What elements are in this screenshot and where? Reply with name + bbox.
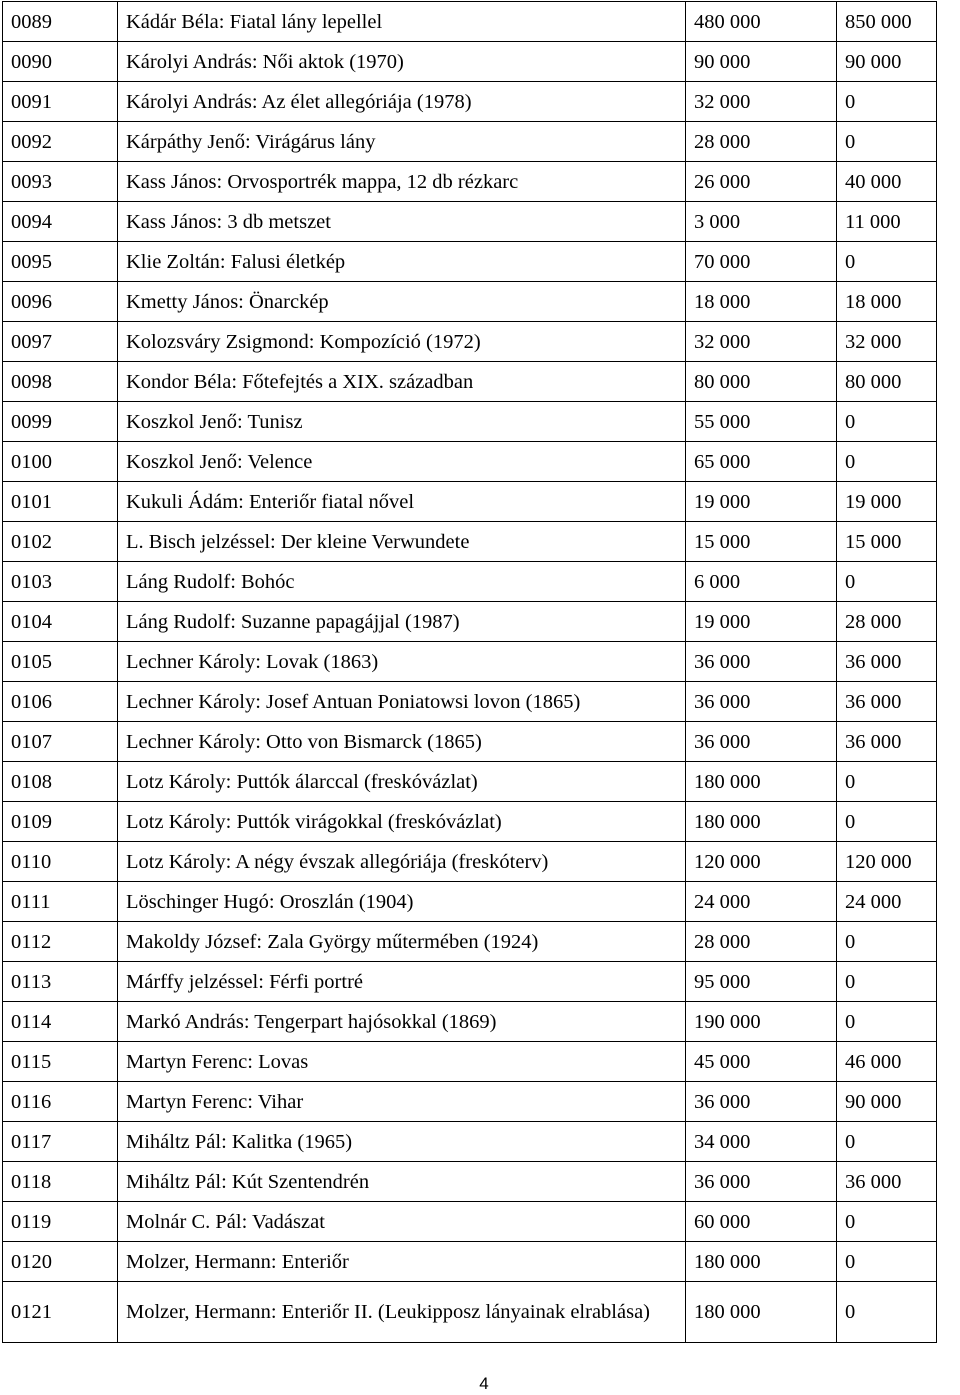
item-title: Lechner Károly: Otto von Bismarck (1865) [118, 722, 686, 762]
table-row [3, 242, 937, 282]
item-id: 0116 [3, 1082, 118, 1122]
item-value-b: 40 000 [837, 162, 937, 202]
item-id: 0092 [3, 122, 118, 162]
item-value-a: 3 000 [686, 202, 837, 242]
item-title: Kondor Béla: Főtefejtés a XIX. században [118, 362, 686, 402]
table-row [3, 322, 937, 362]
table-row [3, 122, 937, 162]
item-id: 0102 [3, 522, 118, 562]
table-row [3, 202, 937, 242]
item-id: 0104 [3, 602, 118, 642]
item-value-b: 90 000 [837, 42, 937, 82]
item-value-b: 18 000 [837, 282, 937, 322]
item-value-b: 0 [837, 82, 937, 122]
item-id: 0107 [3, 722, 118, 762]
table-row [3, 842, 937, 882]
item-value-b: 850 000 [837, 2, 937, 42]
item-value-a: 55 000 [686, 402, 837, 442]
item-title: Lechner Károly: Lovak (1863) [118, 642, 686, 682]
item-title: Molzer, Hermann: Enteriőr II. (Leukipposz lányainak elrablása) [118, 1282, 686, 1343]
table-row [3, 1282, 937, 1343]
table-row [3, 482, 937, 522]
item-title: Molnár C. Pál: Vadászat [118, 1202, 686, 1242]
table-row [3, 162, 937, 202]
table-row [3, 1002, 937, 1042]
item-id: 0112 [3, 922, 118, 962]
item-title: Markó András: Tengerpart hajósokkal (1869) [118, 1002, 686, 1042]
item-title: Kass János: 3 db metszet [118, 202, 686, 242]
item-title: Lechner Károly: Josef Antuan Poniatowsi lovon (1865) [118, 682, 686, 722]
table-row [3, 922, 937, 962]
item-value-a: 18 000 [686, 282, 837, 322]
item-title: Károlyi András: Az élet allegóriája (1978) [118, 82, 686, 122]
item-value-b: 15 000 [837, 522, 937, 562]
table-row [3, 282, 937, 322]
table-row [3, 1162, 937, 1202]
item-id: 0105 [3, 642, 118, 682]
item-title: Makoldy József: Zala György műtermében (1924) [118, 922, 686, 962]
item-value-a: 180 000 [686, 762, 837, 802]
item-value-a: 24 000 [686, 882, 837, 922]
table-row [3, 562, 937, 602]
item-value-a: 34 000 [686, 1122, 837, 1162]
item-value-a: 36 000 [686, 682, 837, 722]
item-id: 0108 [3, 762, 118, 802]
item-value-b: 0 [837, 922, 937, 962]
item-value-a: 65 000 [686, 442, 837, 482]
inventory-table-body [3, 2, 937, 1343]
item-title: Miháltz Pál: Kút Szentendrén [118, 1162, 686, 1202]
item-id: 0100 [3, 442, 118, 482]
item-value-b: 19 000 [837, 482, 937, 522]
item-value-a: 180 000 [686, 802, 837, 842]
item-value-a: 6 000 [686, 562, 837, 602]
item-title: Márffy jelzéssel: Férfi portré [118, 962, 686, 1002]
item-value-a: 32 000 [686, 322, 837, 362]
table-row [3, 1202, 937, 1242]
item-title: Lotz Károly: Puttók virágokkal (freskóvázlat) [118, 802, 686, 842]
item-id: 0096 [3, 282, 118, 322]
item-value-b: 24 000 [837, 882, 937, 922]
item-value-b: 0 [837, 802, 937, 842]
item-value-b: 0 [837, 1202, 937, 1242]
item-title: Láng Rudolf: Bohóc [118, 562, 686, 602]
inventory-sheet [2, 1, 936, 1343]
item-id: 0091 [3, 82, 118, 122]
table-row [3, 802, 937, 842]
table-row [3, 1242, 937, 1282]
item-value-a: 95 000 [686, 962, 837, 1002]
table-row [3, 1082, 937, 1122]
item-value-b: 0 [837, 562, 937, 602]
item-id: 0121 [3, 1282, 118, 1343]
page-number: 4 [479, 1374, 489, 1393]
item-id: 0106 [3, 682, 118, 722]
item-value-a: 19 000 [686, 602, 837, 642]
item-id: 0095 [3, 242, 118, 282]
item-value-a: 36 000 [686, 642, 837, 682]
item-title: Klie Zoltán: Falusi életkép [118, 242, 686, 282]
item-value-a: 190 000 [686, 1002, 837, 1042]
item-value-b: 28 000 [837, 602, 937, 642]
item-id: 0118 [3, 1162, 118, 1202]
item-value-b: 36 000 [837, 1162, 937, 1202]
item-title: Lotz Károly: A négy évszak allegóriája (freskóterv) [118, 842, 686, 882]
table-row [3, 882, 937, 922]
table-row [3, 82, 937, 122]
item-value-a: 36 000 [686, 722, 837, 762]
item-title: Láng Rudolf: Suzanne papagájjal (1987) [118, 602, 686, 642]
item-id: 0111 [3, 882, 118, 922]
item-value-b: 46 000 [837, 1042, 937, 1082]
table-row [3, 2, 937, 42]
item-id: 0093 [3, 162, 118, 202]
item-title: Kass János: Orvosportrék mappa, 12 db rézkarc [118, 162, 686, 202]
item-value-a: 36 000 [686, 1162, 837, 1202]
table-row [3, 602, 937, 642]
table-row [3, 1042, 937, 1082]
table-row [3, 42, 937, 82]
item-value-b: 0 [837, 442, 937, 482]
item-id: 0114 [3, 1002, 118, 1042]
item-value-a: 180 000 [686, 1242, 837, 1282]
item-value-b: 0 [837, 122, 937, 162]
item-id: 0089 [3, 2, 118, 42]
item-title: L. Bisch jelzéssel: Der kleine Verwundete [118, 522, 686, 562]
item-value-a: 60 000 [686, 1202, 837, 1242]
item-value-b: 0 [837, 1122, 937, 1162]
item-id: 0101 [3, 482, 118, 522]
item-value-b: 0 [837, 402, 937, 442]
item-value-b: 0 [837, 1242, 937, 1282]
item-value-b: 90 000 [837, 1082, 937, 1122]
item-title: Löschinger Hugó: Oroszlán (1904) [118, 882, 686, 922]
item-value-a: 19 000 [686, 482, 837, 522]
item-id: 0094 [3, 202, 118, 242]
item-title: Miháltz Pál: Kalitka (1965) [118, 1122, 686, 1162]
item-id: 0113 [3, 962, 118, 1002]
item-value-b: 36 000 [837, 722, 937, 762]
table-row [3, 722, 937, 762]
item-title: Martyn Ferenc: Lovas [118, 1042, 686, 1082]
table-row [3, 682, 937, 722]
item-value-a: 26 000 [686, 162, 837, 202]
item-value-a: 28 000 [686, 122, 837, 162]
item-value-a: 45 000 [686, 1042, 837, 1082]
item-value-a: 80 000 [686, 362, 837, 402]
table-row [3, 642, 937, 682]
item-value-a: 480 000 [686, 2, 837, 42]
table-row [3, 402, 937, 442]
table-row [3, 362, 937, 402]
item-title: Kádár Béla: Fiatal lány lepellel [118, 2, 686, 42]
inventory-table [2, 1, 937, 1343]
item-value-a: 32 000 [686, 82, 837, 122]
item-title: Kmetty János: Önarckép [118, 282, 686, 322]
item-value-b: 36 000 [837, 682, 937, 722]
item-id: 0117 [3, 1122, 118, 1162]
table-row [3, 522, 937, 562]
item-title: Kárpáthy Jenő: Virágárus lány [118, 122, 686, 162]
item-id: 0098 [3, 362, 118, 402]
item-title: Kolozsváry Zsigmond: Kompozíció (1972) [118, 322, 686, 362]
item-id: 0103 [3, 562, 118, 602]
item-value-a: 15 000 [686, 522, 837, 562]
item-value-b: 120 000 [837, 842, 937, 882]
item-id: 0120 [3, 1242, 118, 1282]
item-id: 0110 [3, 842, 118, 882]
item-value-a: 70 000 [686, 242, 837, 282]
item-value-b: 32 000 [837, 322, 937, 362]
item-title: Molzer, Hermann: Enteriőr [118, 1242, 686, 1282]
item-title: Martyn Ferenc: Vihar [118, 1082, 686, 1122]
item-title: Koszkol Jenő: Velence [118, 442, 686, 482]
item-value-a: 36 000 [686, 1082, 837, 1122]
item-value-b: 0 [837, 1282, 937, 1343]
item-value-b: 36 000 [837, 642, 937, 682]
table-row [3, 442, 937, 482]
item-id: 0109 [3, 802, 118, 842]
table-row [3, 762, 937, 802]
item-value-a: 28 000 [686, 922, 837, 962]
item-value-a: 90 000 [686, 42, 837, 82]
item-id: 0119 [3, 1202, 118, 1242]
item-value-b: 0 [837, 762, 937, 802]
item-value-a: 120 000 [686, 842, 837, 882]
item-value-b: 11 000 [837, 202, 937, 242]
item-title: Károlyi András: Női aktok (1970) [118, 42, 686, 82]
item-id: 0097 [3, 322, 118, 362]
item-value-b: 0 [837, 962, 937, 1002]
table-row [3, 1122, 937, 1162]
item-title: Koszkol Jenő: Tunisz [118, 402, 686, 442]
item-id: 0090 [3, 42, 118, 82]
item-title: Lotz Károly: Puttók álarccal (freskóvázlat) [118, 762, 686, 802]
item-value-b: 80 000 [837, 362, 937, 402]
table-row [3, 962, 937, 1002]
item-value-b: 0 [837, 1002, 937, 1042]
item-title: Kukuli Ádám: Enteriőr fiatal nővel [118, 482, 686, 522]
item-value-a: 180 000 [686, 1282, 837, 1343]
item-id: 0099 [3, 402, 118, 442]
item-id: 0115 [3, 1042, 118, 1082]
item-value-b: 0 [837, 242, 937, 282]
